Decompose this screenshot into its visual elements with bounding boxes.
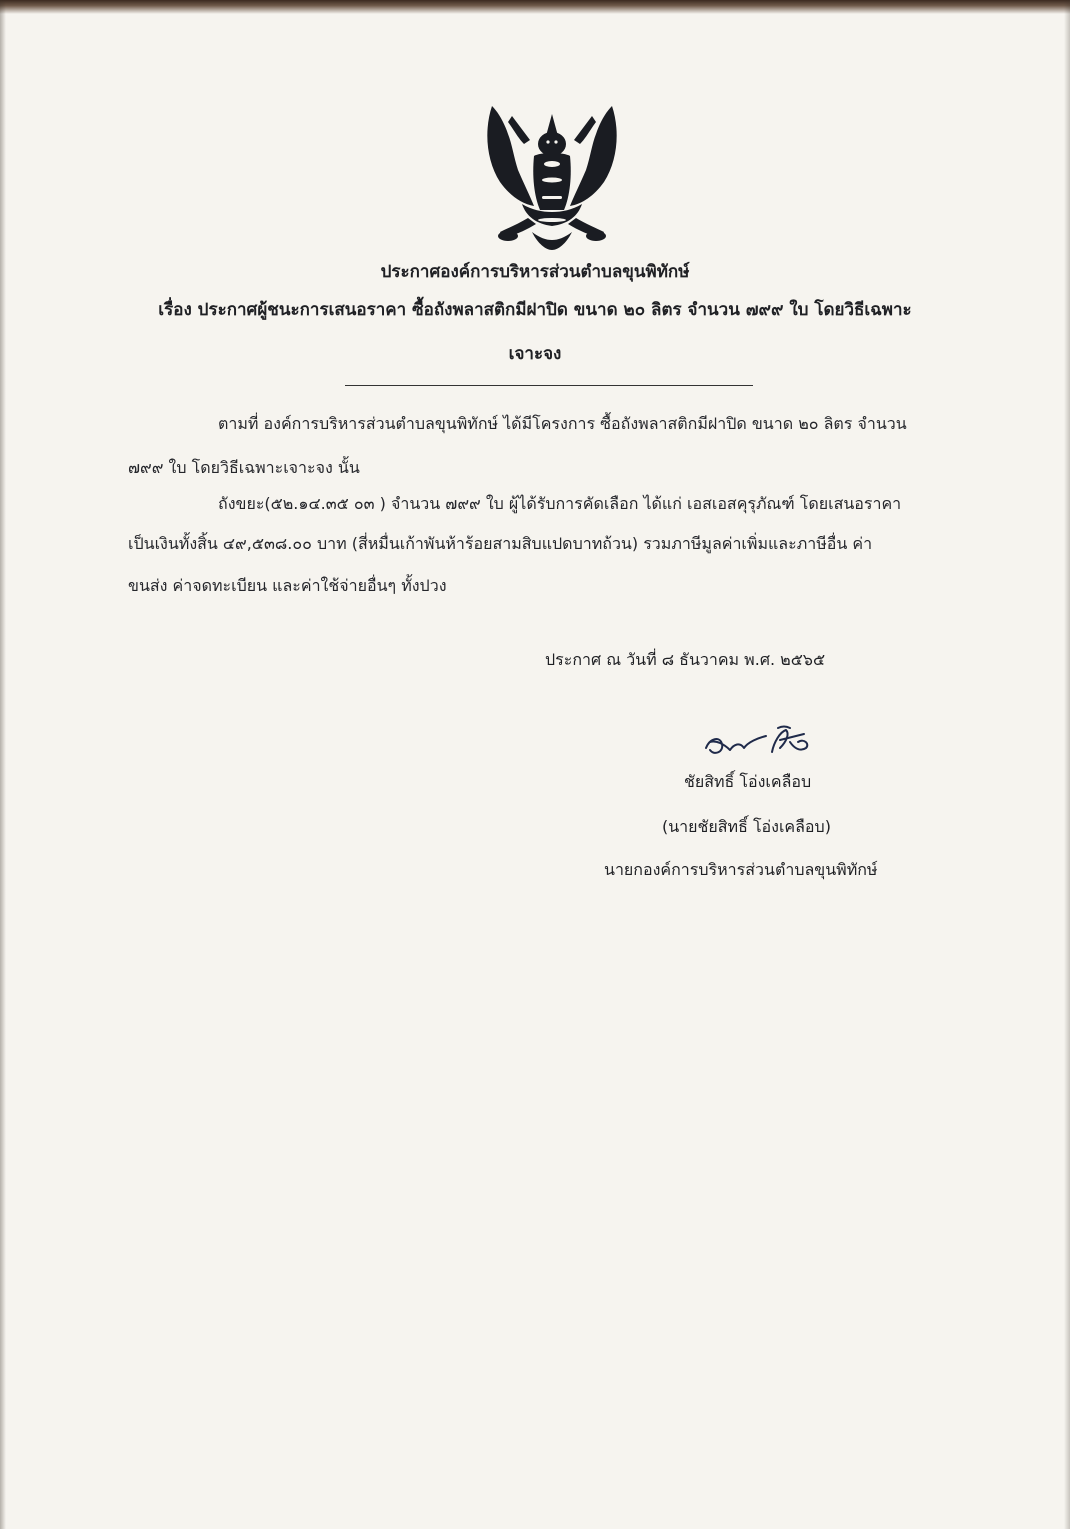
announcement-date: ประกาศ ณ วันที่ ๘ ธันวาคม พ.ศ. ๒๕๖๕	[545, 650, 826, 669]
signer-position: นายกองค์การบริหารส่วนตำบลขุนพิทักษ์	[604, 860, 878, 879]
body-paragraph-line: เป็นเงินทั้งสิ้น ๔๙,๕๓๘.๐๐ บาท (สี่หมื่นเก้าพันห้าร้อยสามสิบแปดบาทถ้วน) รวมภาษีมูลค่าเพิ่มและภาษีอื่น ค่า	[128, 534, 873, 553]
page-top-edge-shadow	[0, 0, 1070, 14]
garuda-emblem-icon	[478, 100, 626, 256]
body-paragraph-line: ตามที่ องค์การบริหารส่วนตำบลขุนพิทักษ์ ได้มีโครงการ ซื้อถังพลาสติกมีฝาปิด ขนาด ๒๐ ลิตร จำนวน	[218, 414, 907, 433]
announcement-subject-continued: เจาะจง	[508, 344, 562, 364]
body-paragraph-line: ขนส่ง ค่าจดทะเบียน และค่าใช้จ่ายอื่นๆ ทั้งปวง	[128, 576, 447, 595]
signer-name: ชัยสิทธิ์ โอ่งเคลือบ	[684, 772, 812, 791]
signer-full-name: (นายชัยสิทธิ์ โอ่งเคลือบ)	[662, 817, 831, 836]
page-left-edge-shadow	[0, 0, 6, 1529]
page-right-edge-shadow	[1064, 0, 1070, 1529]
body-paragraph-line: ถังขยะ(๕๒.๑๔.๓๕ ๐๓ ) จำนวน ๗๙๙ ใบ ผู้ได้รับการคัดเลือก ได้แก่ เอสเอสคุรุภัณฑ์ โดยเสนอราคา	[218, 494, 902, 513]
announcement-title: ประกาศองค์การบริหารส่วนตำบลขุนพิทักษ์	[380, 262, 690, 282]
body-paragraph-line: ๗๙๙ ใบ โดยวิธีเฉพาะเจาะจง นั้น	[128, 458, 360, 477]
announcement-subject: เรื่อง ประกาศผู้ชนะการเสนอราคา ซื้อถังพลาสติกมีฝาปิด ขนาด ๒๐ ลิตร จำนวน ๗๙๙ ใบ โดยวิธีเฉพาะ	[158, 300, 912, 320]
divider-line	[345, 385, 753, 386]
signature-icon	[700, 722, 815, 762]
